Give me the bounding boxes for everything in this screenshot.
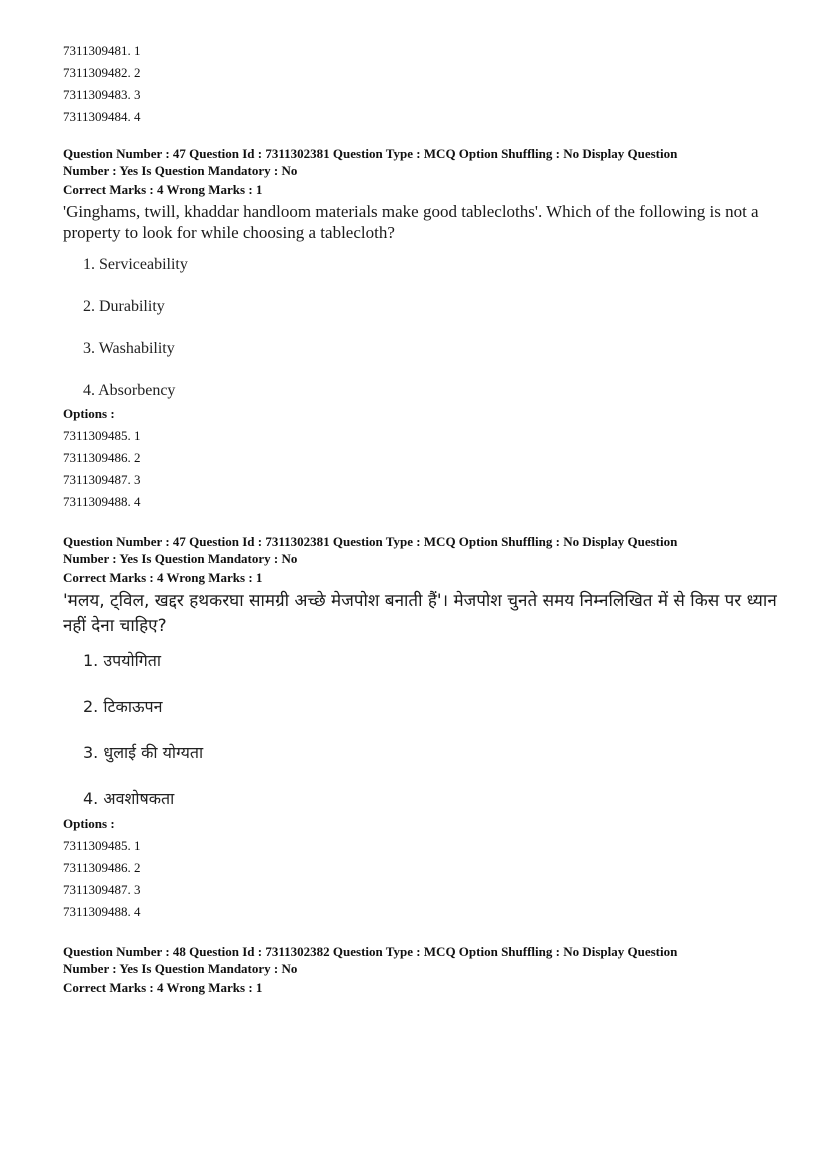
question-marks: Correct Marks : 4 Wrong Marks : 1 — [63, 182, 263, 197]
option-id-line: 7311309486. 2 — [63, 860, 141, 875]
option-id-line: 7311309481. 1 — [63, 43, 141, 58]
question-block-47-hindi — [63, 533, 783, 923]
question-meta-cont: Number : Yes Is Question Mandatory : No — [63, 961, 298, 976]
answer-choice: 3. Washability — [83, 340, 175, 357]
answer-choice: 4. Absorbency — [83, 382, 176, 399]
answer-choices — [83, 255, 783, 403]
question-marks: Correct Marks : 4 Wrong Marks : 1 — [63, 570, 263, 585]
option-id-line: 7311309485. 1 — [63, 838, 141, 853]
option-id-line: 7311309483. 3 — [63, 87, 141, 102]
question-meta-cont: Number : Yes Is Question Mandatory : No — [63, 163, 298, 178]
question-meta: Question Number : 48 Question Id : 7311302382 Question Type : MCQ Option Shuffling : No Display Question — [63, 944, 678, 959]
answer-choice: 1. Serviceability — [83, 256, 188, 273]
option-id-line: 7311309484. 4 — [63, 109, 141, 124]
option-id-line: 7311309486. 2 — [63, 450, 141, 465]
question-meta-cont: Number : Yes Is Question Mandatory : No — [63, 551, 298, 566]
question-block-47-english — [63, 145, 783, 513]
question-marks: Correct Marks : 4 Wrong Marks : 1 — [63, 980, 263, 995]
option-id-line: 7311309488. 4 — [63, 494, 141, 509]
answer-choice: 2. टिकाऊपन — [83, 697, 163, 716]
options-label: Options : — [63, 406, 115, 421]
answer-choice: 4. अवशोषकता — [83, 789, 175, 808]
answer-choices — [83, 651, 783, 813]
answer-choice: 2. Durability — [83, 298, 165, 315]
answer-choice: 1. उपयोगिता — [83, 651, 162, 670]
option-id-line: 7311309487. 3 — [63, 472, 141, 487]
answer-choice: 3. धुलाई की योग्यता — [83, 743, 204, 762]
previous-question-options — [63, 40, 783, 128]
option-id-line: 7311309487. 3 — [63, 882, 141, 897]
option-id-line: 7311309485. 1 — [63, 428, 141, 443]
option-id-line: 7311309482. 2 — [63, 65, 141, 80]
document-page — [63, 38, 783, 996]
question-block-48 — [63, 943, 783, 996]
option-id-line: 7311309488. 4 — [63, 904, 141, 919]
options-label: Options : — [63, 816, 115, 831]
option-id-list — [63, 835, 783, 923]
question-meta: Question Number : 47 Question Id : 7311302381 Question Type : MCQ Option Shuffling : No Display Question — [63, 534, 678, 549]
option-id-list — [63, 425, 783, 513]
question-meta: Question Number : 47 Question Id : 7311302381 Question Type : MCQ Option Shuffling : No Display Question — [63, 146, 678, 161]
question-text: 'Ginghams, twill, khaddar handloom materials make good tablecloths'. Which of the following is not a property to look for while choosing a tablecloth? — [63, 202, 759, 242]
question-text: 'मलय, ट्विल, खद्दर हथकरघा सामग्री अच्छे मेजपोश बनाती हैं'। मेजपोश चुनते समय निम्नलिखित में से किस पर ध्यान नहीं देना चाहिए? — [63, 591, 777, 636]
